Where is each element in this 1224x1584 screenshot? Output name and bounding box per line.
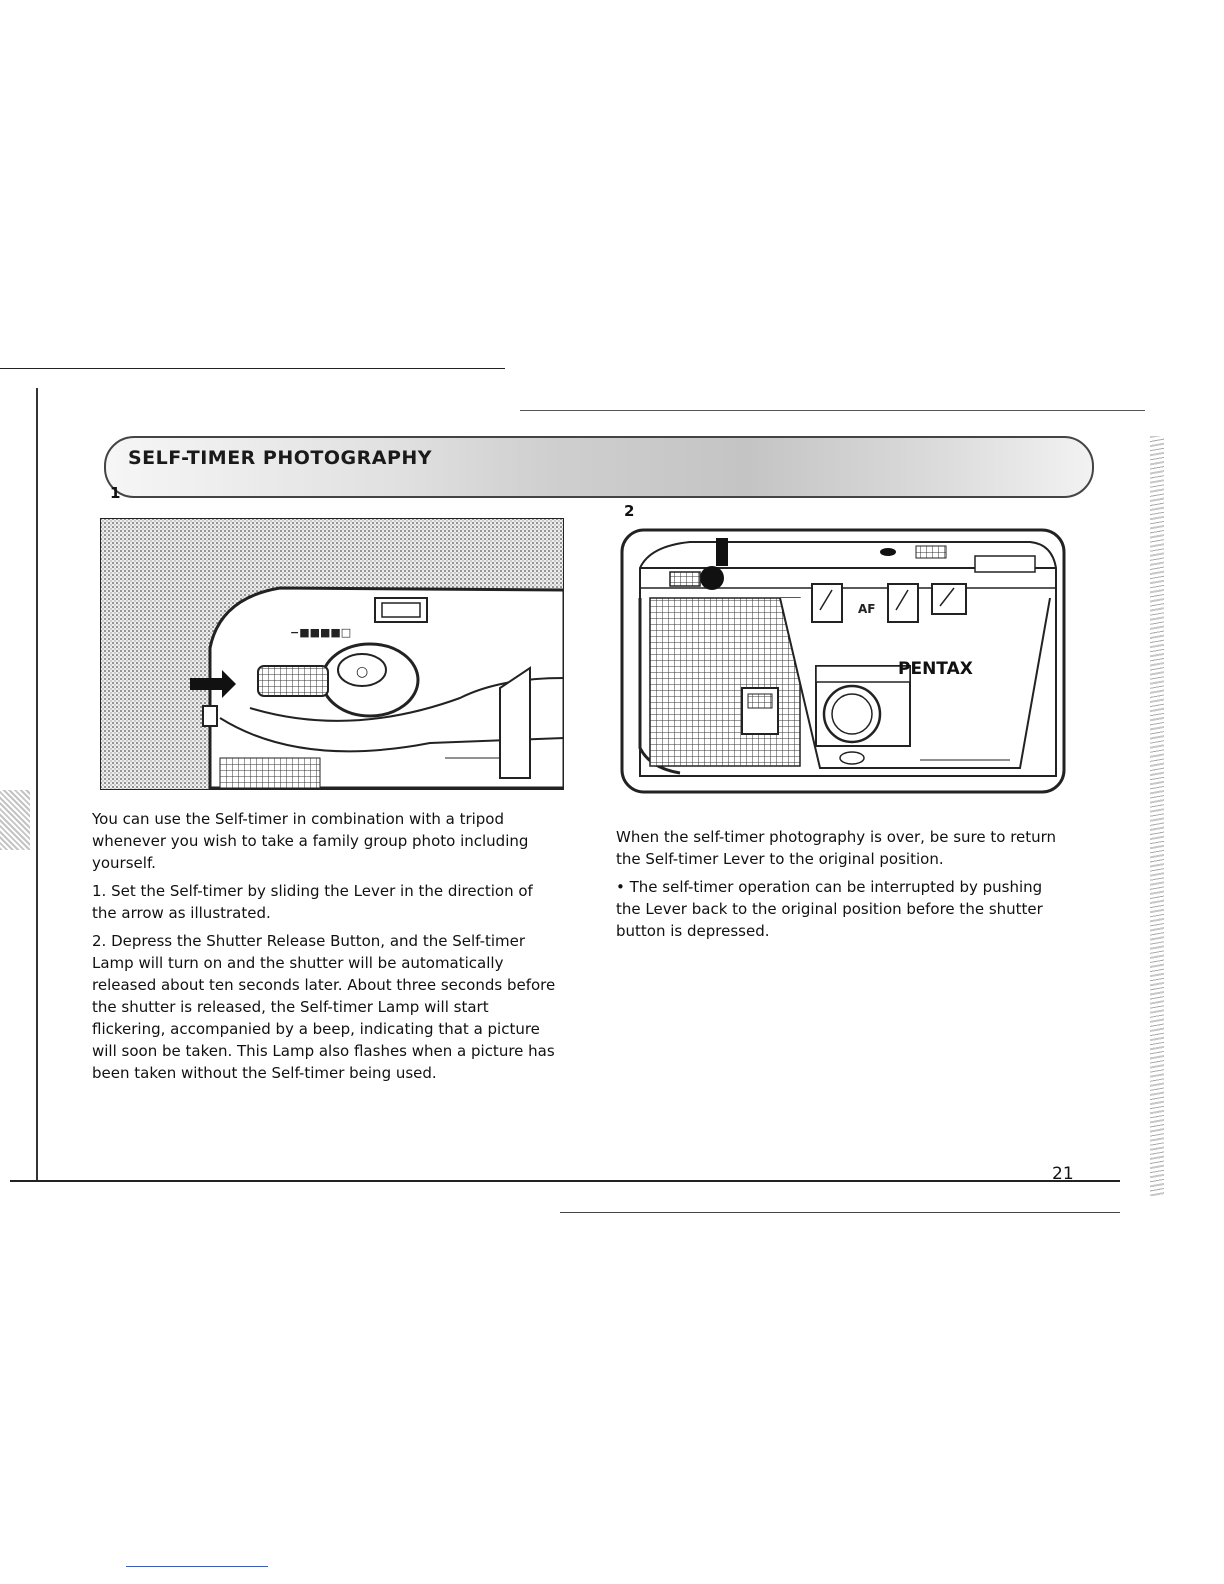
page-number: 21 bbox=[1052, 1164, 1074, 1184]
bottom-rule bbox=[10, 1180, 1120, 1182]
step-2-text: 2. Depress the Shutter Release Button, and the Self-timer Lamp will turn on and the shutter will be automatically released about ten seconds later. About three seconds before the shutter is released, the Self-timer Lamp will start flickering, accompanied by a beep, indicating that a picture will soon be taken. This Lamp also flashes when a picture has been taken without the Self-timer being used. bbox=[92, 932, 556, 1082]
svg-text:AF: AF bbox=[858, 602, 876, 616]
right-column-text bbox=[616, 826, 1066, 942]
svg-text:−■■■■□: −■■■■□ bbox=[290, 626, 352, 639]
top-rule-left bbox=[0, 368, 505, 369]
figure-1-number: 1 bbox=[110, 484, 121, 502]
section-header-bar bbox=[104, 436, 1094, 498]
footer-rule bbox=[126, 1566, 268, 1567]
bottom-rule-lower bbox=[560, 1212, 1120, 1213]
intro-paragraph: You can use the Self-timer in combination with a tripod whenever you wish to take a family group photo including yourself. bbox=[92, 810, 529, 872]
camera-top-closeup-illustration bbox=[100, 518, 564, 790]
camera-front-illustration bbox=[620, 528, 1066, 794]
left-column-text bbox=[92, 808, 562, 1084]
figure-1-illustration bbox=[100, 518, 564, 790]
return-lever-paragraph: When the self-timer photography is over, be sure to return the Self-timer Lever to the original position. bbox=[616, 828, 1057, 868]
step-1-text: 1. Set the Self-timer by sliding the Lever in the direction of the arrow as illustrated. bbox=[92, 882, 533, 922]
section-title: SELF-TIMER PHOTOGRAPHY bbox=[128, 447, 433, 469]
page-frame-left bbox=[36, 388, 38, 1180]
lens-mark: ○ bbox=[356, 664, 369, 680]
scan-edge-texture bbox=[1150, 436, 1164, 1196]
interrupt-bullet: • The self-timer operation can be interrupted by pushing the Lever back to the original position before the shutter button is depressed. bbox=[616, 878, 1043, 940]
figure-2-number: 2 bbox=[624, 502, 635, 520]
scan-left-texture bbox=[0, 790, 30, 850]
camera-brand-label: PENTAX bbox=[898, 659, 973, 679]
figure-2-illustration bbox=[620, 528, 1066, 794]
top-rule-right bbox=[520, 410, 1145, 411]
